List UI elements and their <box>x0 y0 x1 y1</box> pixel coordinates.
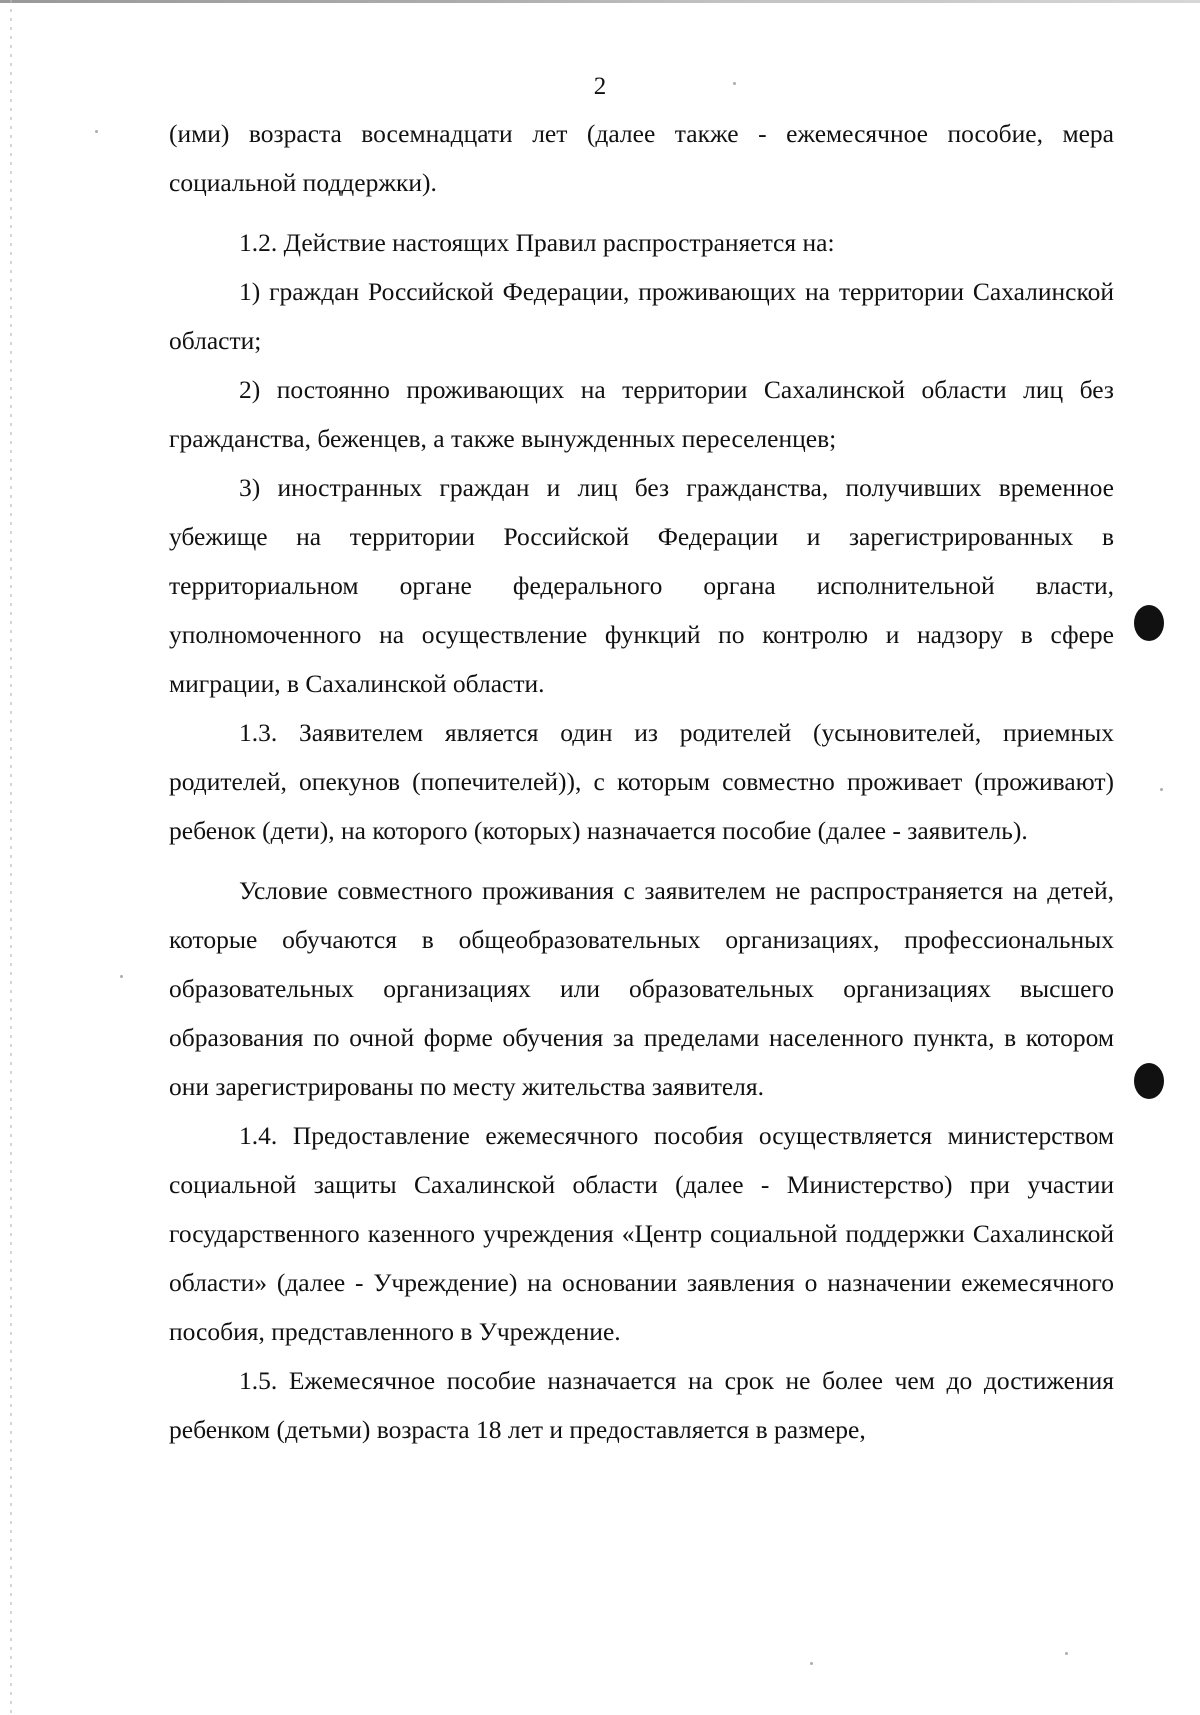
binder-hole-upper <box>1134 605 1164 641</box>
scan-speck <box>95 130 98 133</box>
scan-speck <box>810 1662 813 1665</box>
paragraph-item-1: 1) граждан Российской Федерации, проживающих на территории Сахалинской области; <box>169 277 1114 355</box>
paragraph-item-2: 2) постоянно проживающих на территории Сахалинской области лиц без гражданства, беженцев, а также вынужденных переселенцев; <box>169 375 1114 453</box>
paragraph-item-3: 3) иностранных граждан и лиц без гражданства, получивших временное убежище на территории Российской Федерации и зарегистрированных в территориальном органе федерального органа исполнительной власти, уполномоченного на осуществление функций по контролю и надзору в сфере миграции, в Сахалинской области. <box>169 473 1114 698</box>
page-number: 2 <box>593 73 607 100</box>
document-body <box>169 109 1114 1454</box>
scan-speck <box>120 975 123 978</box>
paragraph-1-5: 1.5. Ежемесячное пособие назначается на срок не более чем до достижения ребенком (детьми) возраста 18 лет и предоставляется в размере, <box>169 1366 1114 1444</box>
paragraph-1-4: 1.4. Предоставление ежемесячного пособия осуществляется министерством социальной защиты Сахалинской области (далее - Министерство) при участии государственного казенного учреждения «Центр социальной поддержки Сахалинской области» (далее - Учреждение) на основании заявления о назначении ежемесячного пособия, представленного в Учреждение. <box>169 1121 1114 1346</box>
paragraph-cohabitation-condition: Условие совместного проживания с заявителем не распространяется на детей, которые обучаются в общеобразовательных организациях, профессиональных образовательных организациях или образовательных организациях высшего образования по очной форме обучения за пределами населенного пункта, в котором они зарегистрированы по месту жительства заявителя. <box>169 876 1114 1101</box>
scan-speck <box>733 82 736 85</box>
paragraph-1-2: 1.2. Действие настоящих Правил распространяется на: <box>239 228 835 257</box>
paragraph-continuation: (ими) возраста восемнадцати лет (далее также - ежемесячное пособие, мера социальной поддержки). <box>169 119 1114 197</box>
scan-left-edge <box>10 0 12 1715</box>
scan-speck <box>1160 788 1163 791</box>
scan-top-edge <box>0 0 1200 3</box>
paragraph-1-3: 1.3. Заявителем является один из родителей (усыновителей, приемных родителей, опекунов (попечителей)), с которым совместно проживает (проживают) ребенок (дети), на которого (которых) назначается пособие (далее - заявитель). <box>169 718 1114 845</box>
binder-hole-lower <box>1134 1063 1164 1099</box>
scan-speck <box>1065 1652 1068 1655</box>
